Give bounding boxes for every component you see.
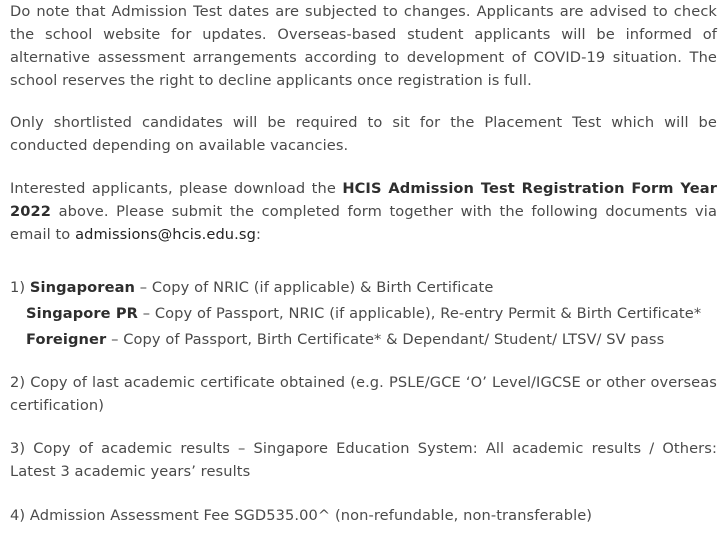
registration-form-link[interactable]: HCIS Admission Test Registration Form Year 2022 bbox=[10, 180, 717, 220]
placement-test-notice: Only shortlisted candidates will be required to sit for the Placement Test which will be conducted depending on available vacancies. bbox=[10, 114, 717, 154]
pr-requirement bbox=[10, 301, 717, 327]
registration-end-text: : bbox=[255, 226, 261, 243]
admissions-email-link[interactable]: admissions@hcis.edu.sg bbox=[75, 226, 256, 243]
document-list-item-4: 4) Admission Assessment Fee SGD535.00^ (non-refundable, non-transferable) bbox=[10, 507, 593, 524]
registration-mid-text: above. Please submit the completed form together with the following documents via email to bbox=[10, 203, 717, 243]
document-list-item-2: 2) Copy of last academic certificate obtained (e.g. PSLE/GCE ‘O’ Level/IGCSE or other overseas certification) bbox=[10, 374, 717, 414]
list-number: 1) bbox=[10, 279, 30, 296]
document-list-item-1 bbox=[10, 275, 717, 353]
registration-intro-text: Interested applicants, please download the bbox=[10, 180, 343, 197]
foreigner-label: Foreigner bbox=[26, 331, 107, 348]
foreigner-requirement bbox=[10, 327, 717, 353]
admission-dates-notice: Do note that Admission Test dates are subjected to changes. Applicants are advised to check the school website for updates. Overseas-based student applicants will be informed of alternative assessment arrangements according to development of COVID-19 situation. The school reserves the right to decline applicants once registration is full. bbox=[10, 3, 717, 89]
singaporean-label: Singaporean bbox=[29, 279, 136, 296]
singaporean-docs: – Copy of NRIC (if applicable) & Birth Certificate bbox=[135, 279, 494, 296]
singaporean-requirement bbox=[10, 275, 717, 301]
pr-label: Singapore PR bbox=[26, 305, 138, 322]
pr-docs: – Copy of Passport, NRIC (if applicable), Re-entry Permit & Birth Certificate* bbox=[137, 305, 702, 322]
document-list-item-3: 3) Copy of academic results – Singapore Education System: All academic results / Others: Latest 3 academic years’ results bbox=[10, 440, 717, 480]
foreigner-docs: – Copy of Passport, Birth Certificate* & Dependant/ Student/ LTSV/ SV pass bbox=[106, 331, 665, 348]
registration-instructions bbox=[10, 177, 717, 246]
